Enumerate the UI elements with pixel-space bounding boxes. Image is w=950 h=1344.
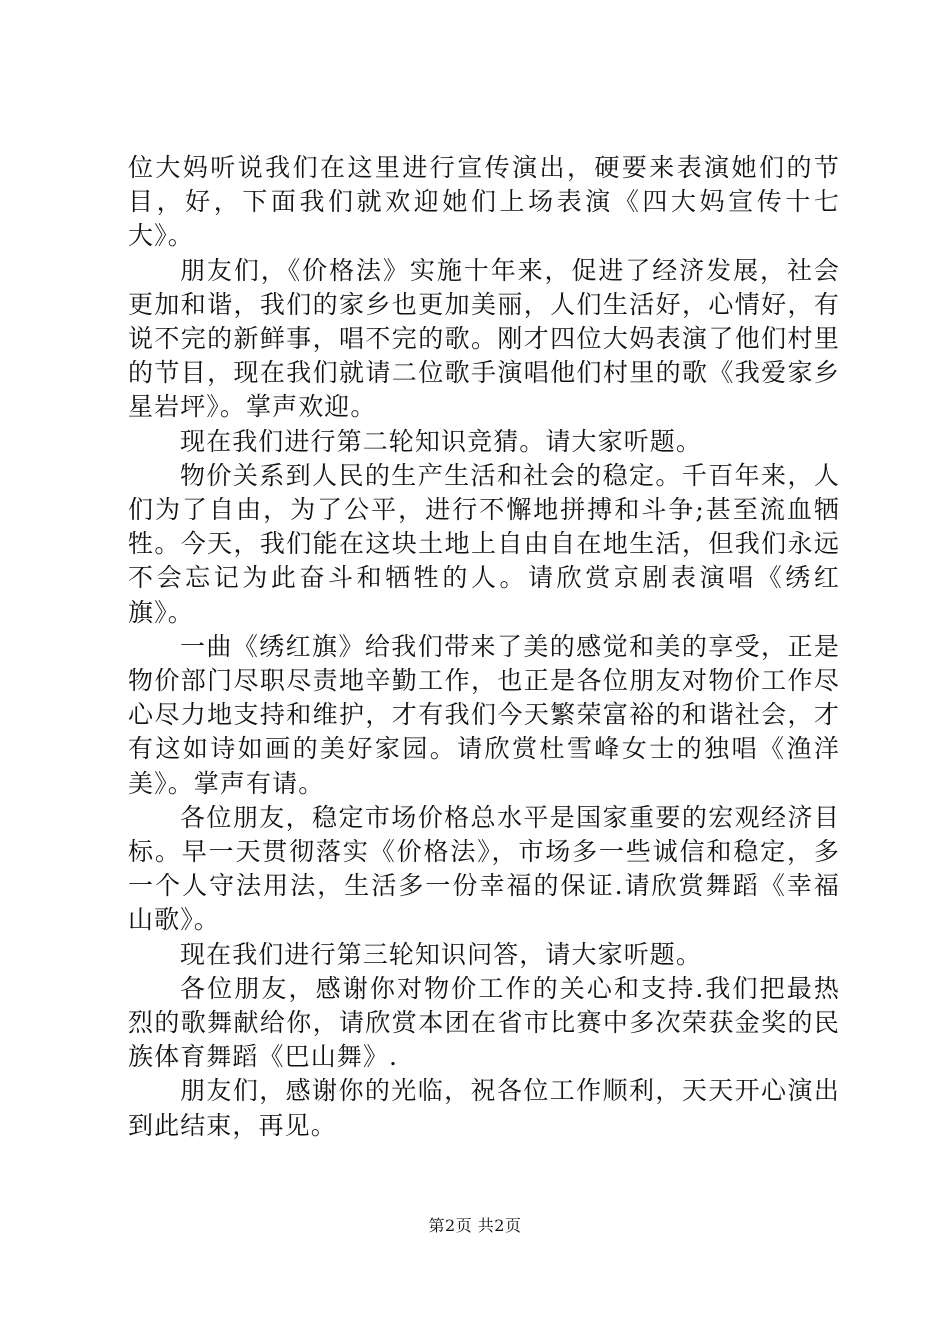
paragraph: 各位朋友，感谢你对物价工作的关心和支持.我们把最热烈的歌舞献给你，请欣赏本团在省市比赛中多次荣获金奖的民族体育舞蹈《巴山舞》. [128, 973, 840, 1072]
paragraph: 各位朋友，稳定市场价格总水平是国家重要的宏观经济目标。早一天贯彻落实《价格法》，市场多一些诚信和稳定，多一个人守法用法，生活多一份幸福的保证.请欣赏舞蹈《幸福山歌》。 [128, 802, 840, 935]
page-number: 第2页 共2页 [428, 1216, 522, 1235]
paragraph: 现在我们进行第三轮知识问答，请大家听题。 [180, 939, 703, 969]
paragraph: 朋友们，感谢你的光临，祝各位工作顺利，天天开心演出到此结束，再见。 [128, 1076, 840, 1140]
paragraph: 位大妈听说我们在这里进行宣传演出，硬要来表演她们的节目，好，下面我们就欢迎她们上场表演《四大妈宣传十七大》。 [128, 153, 840, 251]
paragraph: 一曲《绣红旗》给我们带来了美的感觉和美的享受，正是物价部门尽职尽责地辛勤工作，也正是各位朋友对物价工作尽心尽力地支持和维护，才有我们今天繁荣富裕的和谐社会，才有这如诗如画的美好家园。请欣赏杜雪峰女士的独唱《渔洋美》。掌声有请。 [128, 631, 840, 798]
paragraph: 物价关系到人民的生产生活和社会的稳定。千百年来，人们为了自由，为了公平，进行不懈地拼搏和斗争;甚至流血牺牲。今天，我们能在这块土地上自由自在地生活，但我们永远不会忘记为此奋斗和牺牲的人。请欣赏京剧表演唱《绣红旗》。 [128, 460, 840, 627]
paragraph: 现在我们进行第二轮知识竞猜。请大家听题。 [180, 426, 703, 456]
document-body [128, 151, 840, 1143]
paragraph: 朋友们，《价格法》实施十年来，促进了经济发展，社会更加和谐，我们的家乡也更加美丽，人们生活好，心情好，有说不完的新鲜事，唱不完的歌。刚才四位大妈表演了他们村里的节目，现在我们就请二位歌手演唱他们村里的歌《我爱家乡星岩坪》。掌声欢迎。 [128, 255, 840, 422]
